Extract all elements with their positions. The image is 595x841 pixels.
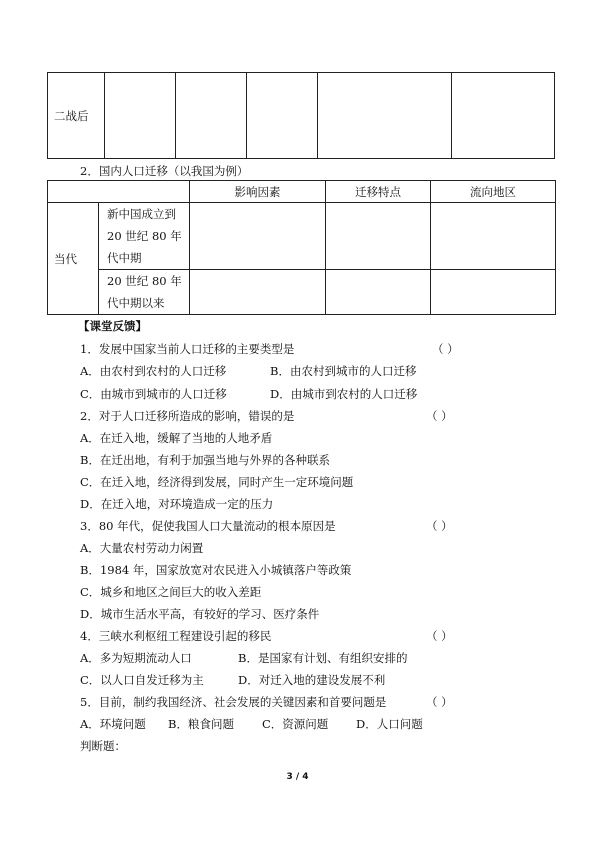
migration-table-international — [47, 72, 555, 159]
answer-blank: （ ） — [432, 342, 459, 356]
q2-option-b: B．在迁出地，有利于加强当地与外界的各种联系 — [80, 453, 330, 467]
table-cell — [48, 181, 190, 203]
table-row — [48, 73, 555, 159]
q3-option-c: C．城乡和地区之间巨大的收入差距 — [80, 585, 262, 599]
q5-option-b: B．粮食问题 — [168, 717, 234, 731]
q2-option-d: D．在迁入地，对环境造成一定的压力 — [80, 497, 274, 511]
q5-option-c: C．资源问题 — [262, 717, 329, 731]
period-line: 20 世纪 80 年 — [107, 274, 182, 288]
migration-table-domestic — [47, 180, 556, 315]
table-cell — [318, 73, 452, 159]
era-label: 当代 — [48, 203, 99, 315]
question-3-stem: 3．80 年代，促使我国人口大量流动的根本原因是 — [80, 519, 336, 533]
q4-option-d: D．对迁入地的建设发展不利 — [238, 673, 386, 687]
period-cell-1 — [99, 203, 190, 270]
answer-blank: （ ） — [426, 409, 453, 423]
q1-option-a: A．由农村到农村的人口迁移 — [80, 364, 227, 378]
header-features: 迁移特点 — [326, 181, 431, 203]
header-destination: 流向地区 — [431, 181, 556, 203]
q2-option-c: C．在迁入地，经济得到发展，同时产生一定环境问题 — [80, 475, 354, 489]
table-cell — [326, 203, 431, 270]
table-cell — [326, 270, 431, 315]
period-line: 新中国成立到 — [107, 207, 176, 221]
period-line: 20 世纪 80 年 — [107, 229, 182, 243]
table-cell — [431, 270, 556, 315]
table-cell — [105, 73, 176, 159]
q3-option-b: B．1984 年，国家放宽对农民进入小城镇落户等政策 — [80, 563, 352, 577]
answer-blank: （ ） — [426, 695, 453, 709]
table-row — [48, 270, 556, 315]
table-cell — [190, 270, 326, 315]
section-title: 2．国内人口迁移（以我国为例） — [80, 164, 249, 178]
q3-option-d: D．城市生活水平高，有较好的学习、医疗条件 — [80, 607, 320, 621]
table-row — [48, 203, 556, 270]
table-cell — [431, 203, 556, 270]
question-5-stem: 5．目前，制约我国经济、社会发展的关键因素和首要问题是 — [80, 695, 387, 709]
q4-option-b: B．是国家有计划、有组织安排的 — [238, 651, 408, 665]
feedback-heading: 【课堂反馈】 — [78, 319, 147, 333]
row-label-postwar: 二战后 — [48, 73, 105, 159]
table-cell — [452, 73, 555, 159]
period-line: 代中期 — [107, 251, 142, 265]
table-cell — [247, 73, 318, 159]
q4-option-c: C．以人口自发迁移为主 — [80, 673, 204, 687]
header-factors: 影响因素 — [190, 181, 326, 203]
question-1-stem: 1．发展中国家当前人口迁移的主要类型是 — [80, 342, 295, 356]
question-2-stem: 2．对于人口迁移所造成的影响，错误的是 — [80, 409, 295, 423]
q3-option-a: A．大量农村劳动力闲置 — [80, 541, 204, 555]
table-cell — [190, 203, 326, 270]
table-header-row — [48, 181, 556, 203]
q2-option-a: A．在迁入地，缓解了当地的人地矛盾 — [80, 431, 273, 445]
answer-blank: （ ） — [426, 629, 453, 643]
period-cell-2 — [99, 270, 190, 315]
answer-blank: （ ） — [426, 519, 453, 533]
judgement-label: 判断题： — [80, 739, 126, 753]
period-line: 代中期以来 — [107, 296, 165, 310]
q1-option-c: C．由城市到城市的人口迁移 — [80, 387, 227, 401]
table-cell — [176, 73, 247, 159]
q4-option-a: A．多为短期流动人口 — [80, 651, 192, 665]
q5-option-a: A．环境问题 — [80, 717, 146, 731]
question-4-stem: 4．三峡水利枢纽工程建设引起的移民 — [80, 629, 272, 643]
q5-option-d: D．人口问题 — [356, 717, 423, 731]
page-number: 3 / 4 — [286, 772, 309, 782]
q1-option-d: D．由城市到农村的人口迁移 — [270, 387, 418, 401]
q1-option-b: B．由农村到城市的人口迁移 — [270, 364, 417, 378]
